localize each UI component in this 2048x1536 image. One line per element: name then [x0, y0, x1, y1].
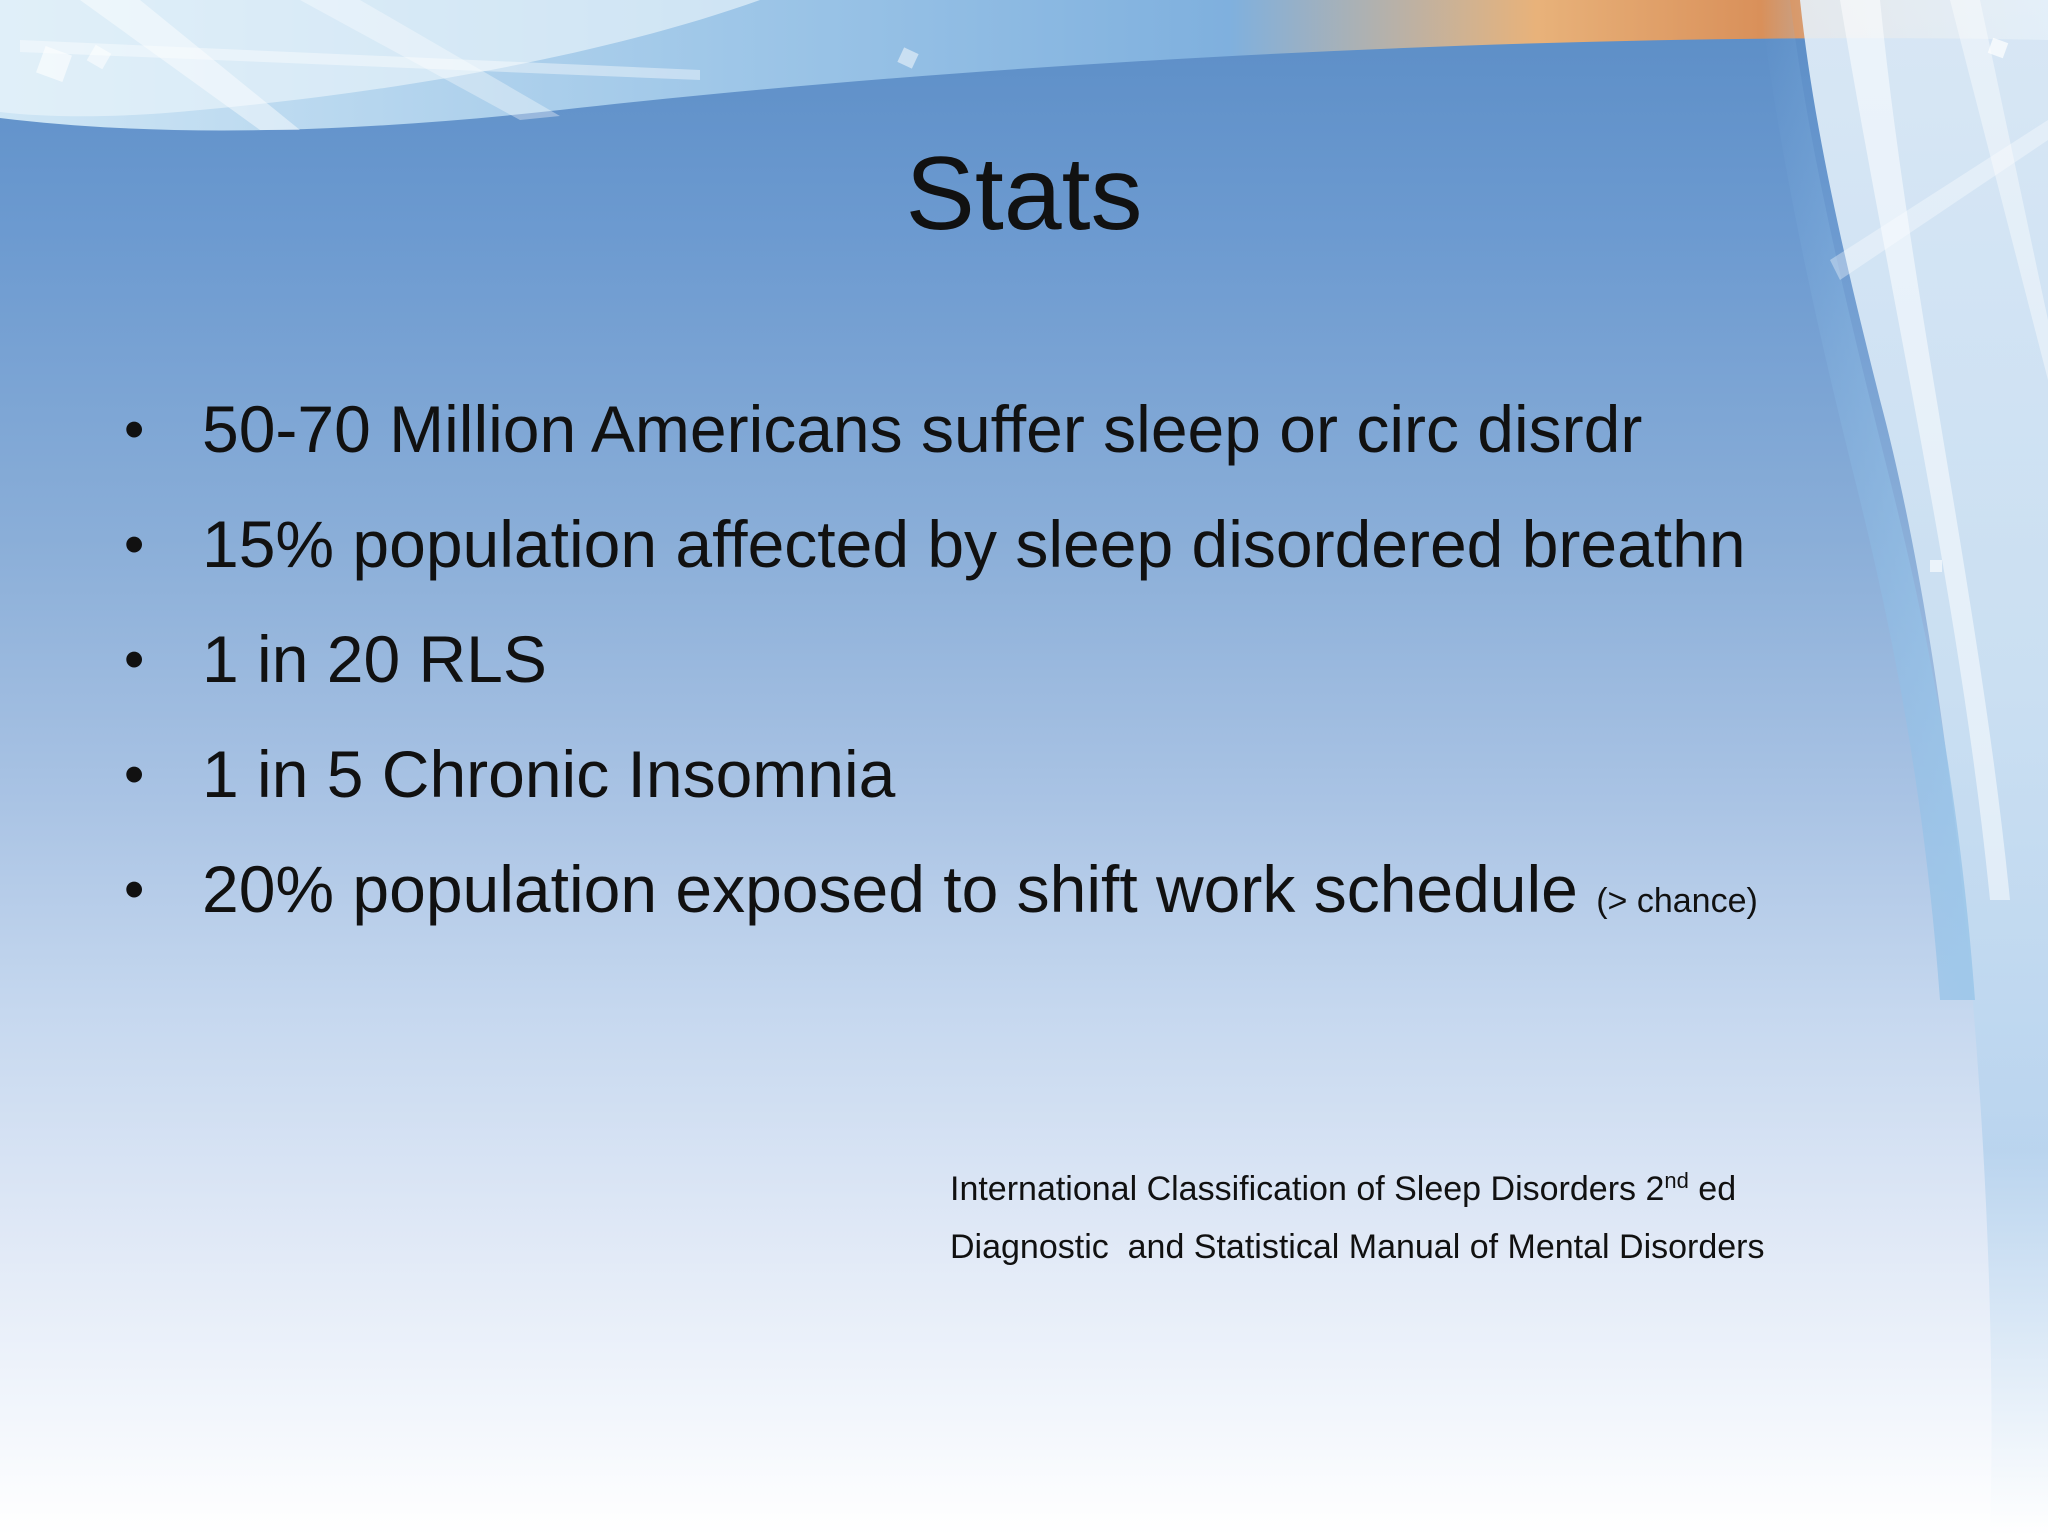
- bullet-item: [118, 487, 1958, 602]
- bullet-item: [118, 602, 1958, 717]
- bullet-dot-icon: •: [124, 742, 145, 807]
- reference-line: Diagnostic and Statistical Manual of Mental Disorders: [950, 1228, 1765, 1266]
- slide-title: Stats: [905, 136, 1143, 252]
- bullet-item: [118, 832, 1958, 947]
- bullet-list: [118, 372, 1958, 947]
- bullet-text: 15% population affected by sleep disordered breathn: [202, 507, 1746, 581]
- reference-superscript: nd: [1664, 1168, 1689, 1193]
- bullet-item: [118, 372, 1958, 487]
- references: [950, 1160, 1950, 1276]
- bullet-text: 1 in 20 RLS: [202, 622, 547, 696]
- bullet-text: 1 in 5 Chronic Insomnia: [202, 737, 896, 811]
- reference-line: [950, 1160, 1950, 1218]
- bullet-dot-icon: •: [124, 857, 145, 922]
- reference-text: ed: [1688, 1170, 1737, 1208]
- reference-text: International Classification of Sleep Disorders 2: [950, 1170, 1665, 1208]
- bullet-dot-icon: •: [124, 627, 145, 692]
- bullet-text: 50-70 Million Americans suffer sleep or circ disrdr: [202, 392, 1643, 466]
- bullet-note: (> chance): [1596, 882, 1758, 920]
- bullet-dot-icon: •: [124, 512, 145, 577]
- bullet-dot-icon: •: [124, 397, 145, 462]
- bullet-text: 20% population exposed to shift work schedule: [202, 852, 1578, 926]
- bullet-item: [118, 717, 1958, 832]
